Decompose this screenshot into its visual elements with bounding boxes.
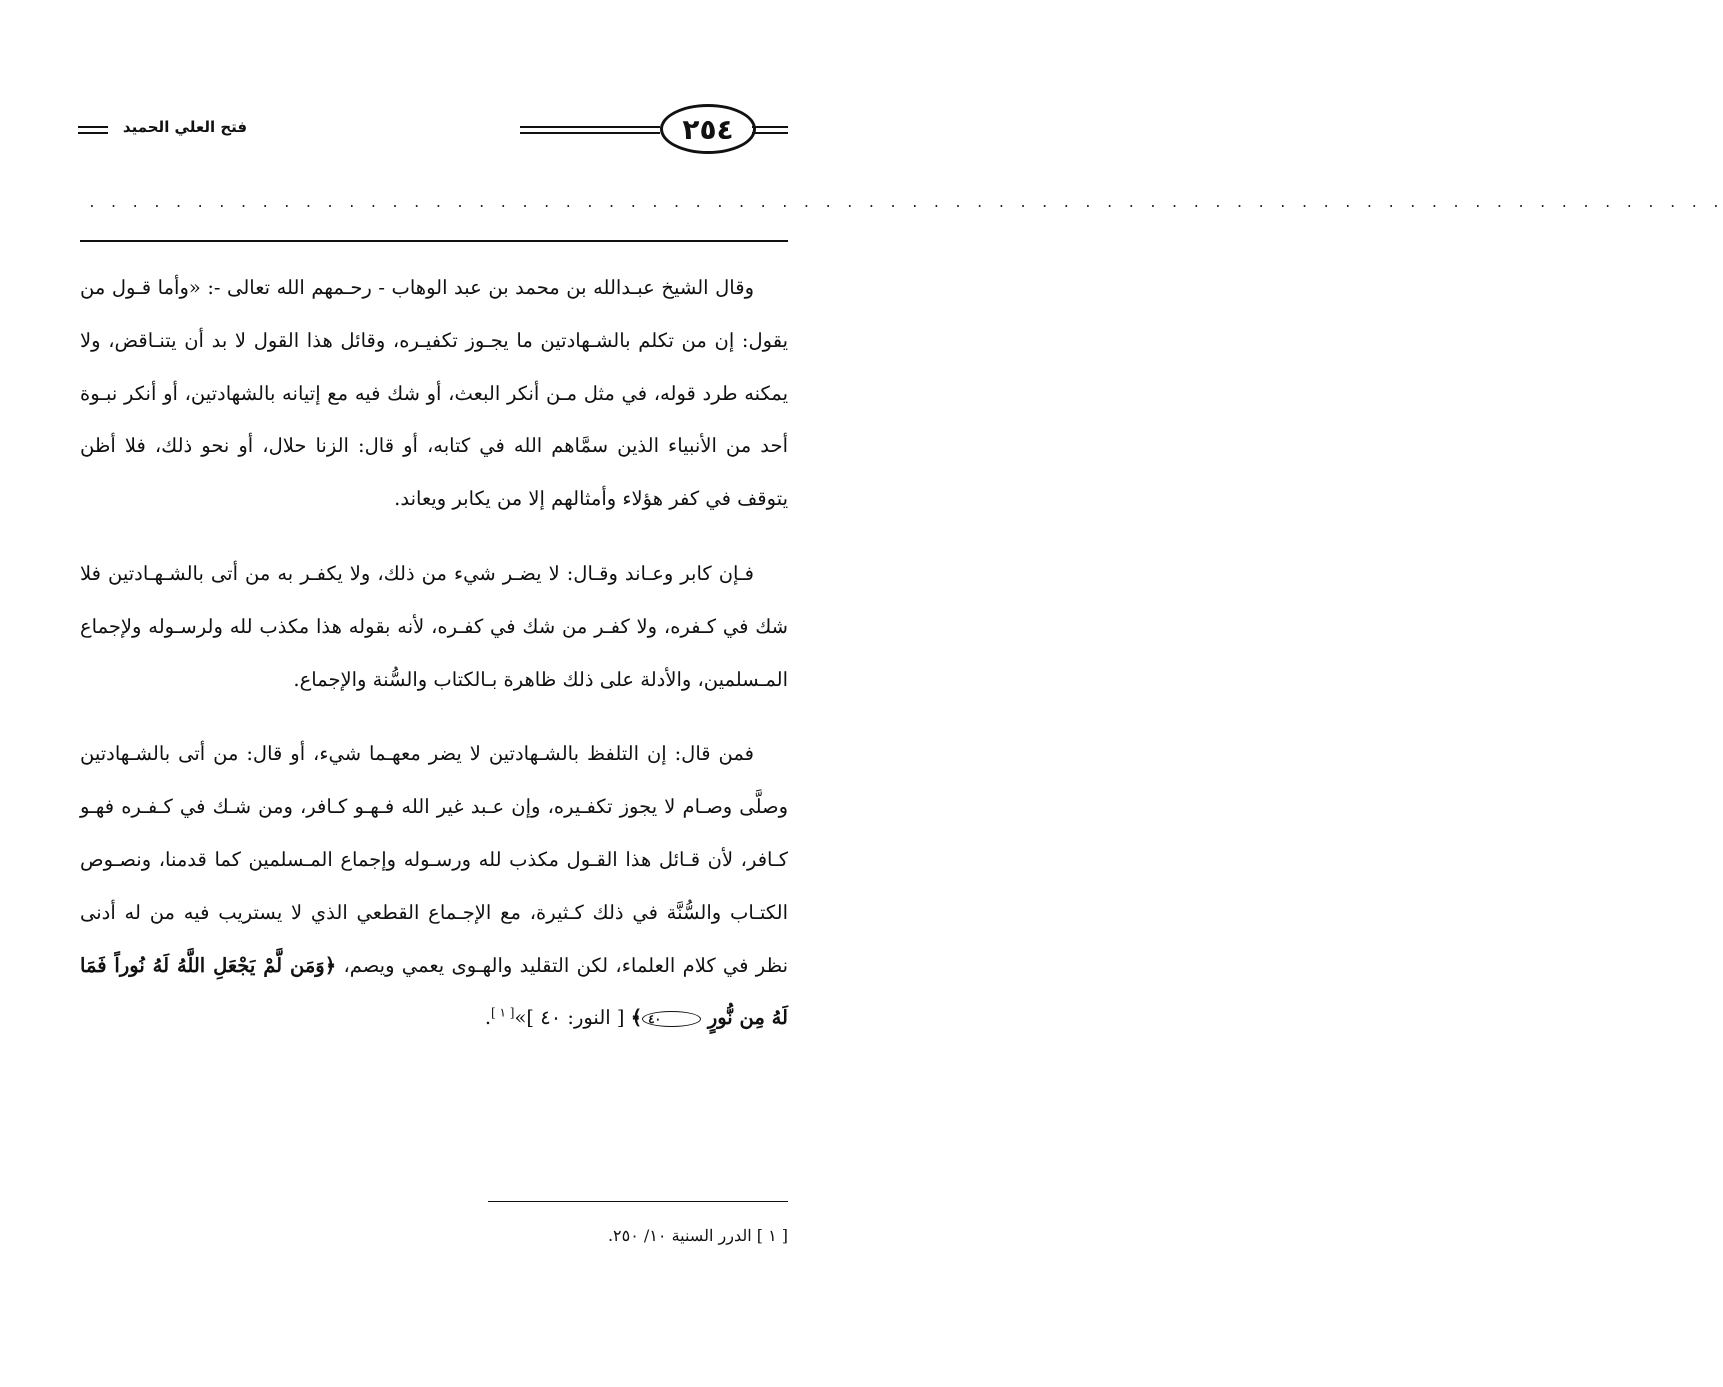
paragraph-2: فـإن كابر وعـاند وقـال: لا يضـر شيء من ذلك، ولا يكفـر به من أتى بالشـهـادتين فلا شك في كـفره، ولا كفـر من شك في كفـره، لأنه بقوله هذا مكذب لله ولرسـوله ولإجماع المـسلمين، والأدلة على ذلك ظاهرة بـالكتاب والسُّنة والإجماع. — [80, 561, 788, 691]
header-underline — [80, 240, 788, 242]
quran-verse-close: ﴾ — [630, 1006, 643, 1030]
paragraph-3 — [80, 728, 788, 1045]
footnote-rule — [488, 1201, 788, 1202]
page-number: ٢٥٤ — [660, 104, 756, 154]
running-title: فتح العلي الحميد — [122, 118, 248, 136]
header-rule-right — [520, 126, 660, 134]
verse-number: ٤٠ — [642, 1011, 701, 1027]
main-text — [80, 262, 788, 1045]
footnote: [ ١ ] الدرر السنية ١٠/ ٢٥٠. — [607, 1226, 788, 1245]
header-rule-tail — [752, 126, 788, 134]
paragraph-3-text: فمن قال: إن التلفظ بالشـهادتين لا يضر معهـما شيء، أو قال: من أتى بالشـهادتين وصلَّى وصـام لا يجوز تكفـيره، وإن عـبد غير الله فـهـو كـافر، ومن شـك في كـفـره فهـو كـافر، لأن قـائل هذا القـول مكذب لله ورسـوله وإجماع المـسلمين كما قدمنا، ونصـوص الكتـاب والسُّنَّة في ذلك كـثيرة، مع الإجـماع القطعي الذي لا يستريب فيه من له أدنى نظر في كلام العلماء، لكن التقليد والهـوى يعمي ويصم، — [80, 742, 788, 977]
paragraph-end: . — [484, 1006, 492, 1030]
paragraph-1: وقال الشيخ عبـدالله بن محمد بن عبد الوهاب - رحـمهم الله تعالى -: «وأما قـول من يقول: إن من تكلم بالشـهادتين ما يجـوز تكفيـره، وقائل هذا القول لا بد أن يتنـاقض، ولا يمكنه طرد قوله، في مثل مـن أنكر البعث، أو شك فيه مع إتيانه بالشهادتين، أو أنكر نبـوة أحد من الأنبياء الذين سمَّاهم الله في كتابه، أو قال: الزنا حلال، أو نحو ذلك، فلا أظن يتوقف في كفر هؤلاء وأمثالهم إلا من يكابر ويعاند. — [80, 276, 788, 511]
dotted-separator: . . . . . . . . . . . . . . . . . . . . . . . . . . . . . . . . . . . . . . . . . . . . . . . . . . . . . . . . . . . . . . . . . . . . . . . . . . . . — [88, 196, 1723, 211]
footnote-marker: [ ١ ] — [491, 1005, 515, 1020]
header-rule-left — [78, 126, 108, 134]
quran-verse-text: ﴿وَمَن لَّمْ يَجْعَلِ اللَّهُ لَهُ نُوراً فَمَا لَهُ مِن نُّورٍ — [80, 953, 788, 1030]
verse-reference: [ النور: ٤٠ ]» — [514, 1006, 625, 1030]
